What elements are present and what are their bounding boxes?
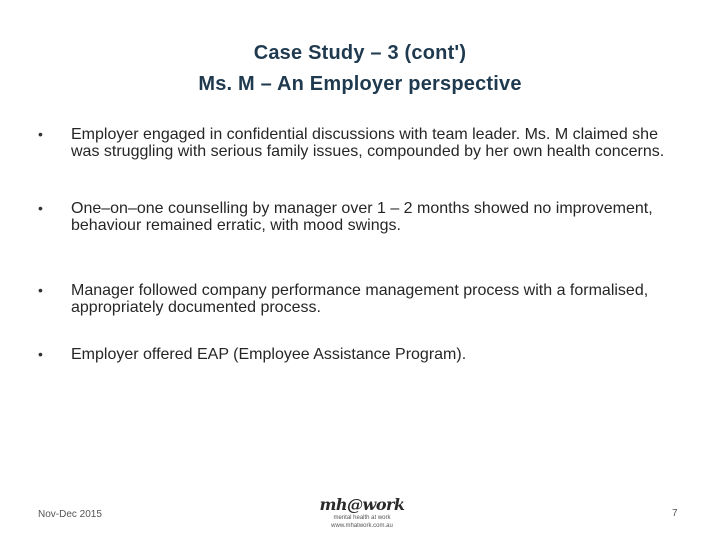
company-logo	[300, 496, 424, 536]
page-number: 7	[672, 508, 678, 519]
bullet-marker: •	[38, 126, 43, 142]
bullet-text: Employer engaged in confidential discussions with team leader. Ms. M claimed she was struggling with serious family issues, compounded by her own health concerns.	[71, 126, 665, 160]
title-line-2: Ms. M – An Employer perspective	[198, 73, 522, 95]
bullet-item	[38, 282, 688, 316]
bullet-item	[38, 126, 688, 160]
bullet-marker: •	[38, 282, 43, 298]
bullet-text: One–on–one counselling by manager over 1 – 2 months showed no improvement, behaviour remained erratic, with mood swings.	[71, 200, 653, 234]
footer-date: Nov-Dec 2015	[38, 509, 102, 520]
slide-title	[0, 38, 720, 100]
title-line-1: Case Study – 3 (cont')	[253, 42, 467, 64]
bullet-item	[38, 200, 688, 234]
bullet-text: Manager followed company performance management process with a formalised, appropriately documented process.	[71, 282, 649, 316]
bullet-marker: •	[38, 346, 43, 362]
logo-tagline: mental health at work	[333, 515, 391, 521]
bullet-text: Employer offered EAP (Employee Assistance Program).	[71, 346, 467, 363]
bullet-marker: •	[38, 200, 43, 216]
logo-url: www.mhatwork.com.au	[331, 523, 393, 529]
logo-brand: mh@work	[319, 495, 405, 514]
bullet-item	[38, 346, 688, 363]
